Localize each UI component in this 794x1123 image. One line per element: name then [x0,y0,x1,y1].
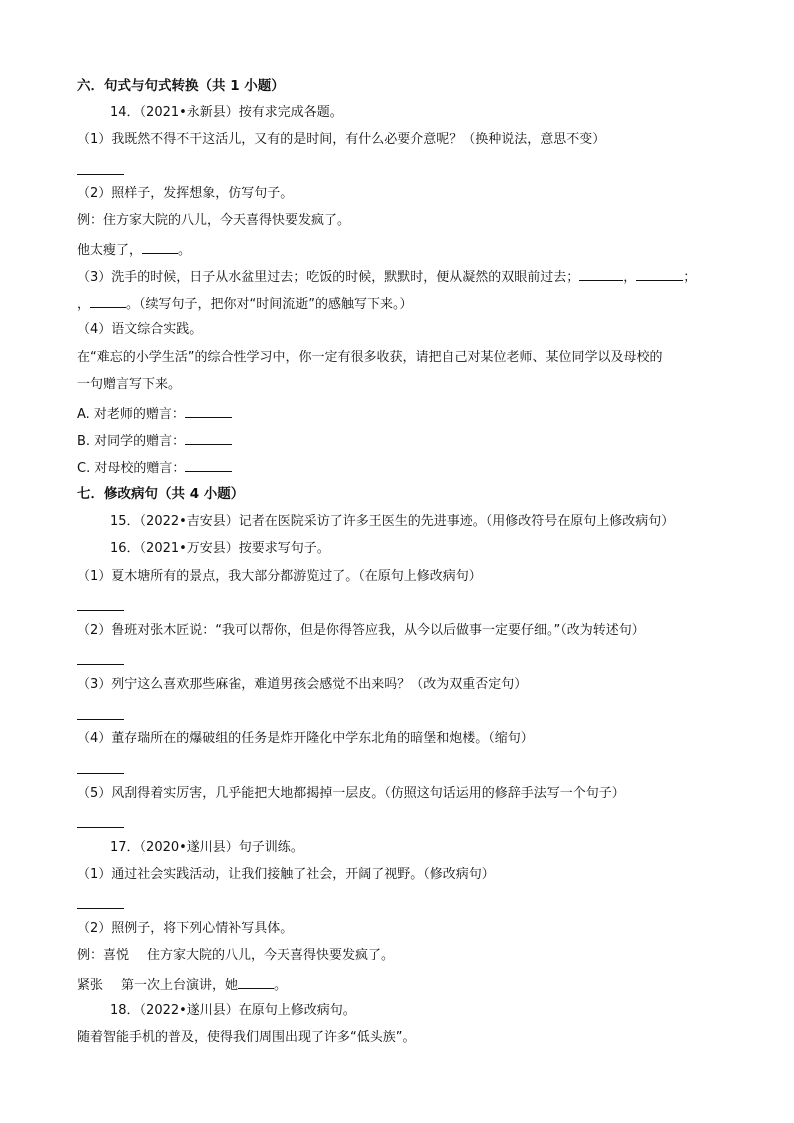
q16-part5: （5）风刮得着实厉害，几乎能把大地都揭掉一层皮。（仿照这句话运用的修辞手法写一个句子） [77,786,625,801]
option-a-label: A. 对老师的赠言： [77,407,185,422]
q15: 15．（2022•吉安县）记者在医院采访了许多王医生的先进事迹。（用修改符号在原句上修改病句） [110,514,675,529]
example-text: 住方家大院的八儿，今天喜得快要发疯了。 [147,948,395,963]
answer-blank [77,664,124,665]
q16-title: 16．（2021•万安县）按要求写句子。 [110,541,330,556]
q17-part1: （1）通过社会实践活动，让我们接触了社会，开阔了视野。（修改病句） [77,867,495,882]
q14-part3-text: （3）洗手的时候，日子从水盆里过去；吃饭的时候，默默时，便从凝然的双眼前过去； [77,270,580,285]
answer-blank [636,268,683,281]
option-b-label: B. 对同学的赠言： [77,434,186,449]
answer-blank [579,268,623,281]
answer-blank [77,719,124,720]
q18-text: 随着智能手机的普及，使得我们周围出现了许多“低头族”。 [77,1030,416,1045]
q14-option-a [77,405,232,423]
answer-blank [77,773,124,774]
q14-part4-intro-1: 在“难忘的小学生活”的综合性学习中，你一定有很多收获，请把自己对某位老师、某位同学以及母校的 [77,350,663,365]
q18-title: 18．（2022•遂川县）在原句上修改病句。 [110,1003,356,1018]
section-6-heading: 六．句式与句式转换（共 1 小题） [77,78,285,94]
q14-part3-comma: ， [623,270,637,285]
answer-blank [77,174,124,175]
question-text: 第一次上台演讲，她 [121,978,239,993]
answer-blank [77,827,124,828]
answer-blank [185,405,232,418]
q14-part2-end: 。 [178,243,192,258]
q14-part2-stem: 他太瘦了， [77,243,143,258]
q14-part4-intro-2: 一句赠言写下来。 [77,377,182,392]
q17-example [77,948,394,964]
example-word: 例：喜悦 [77,948,130,963]
answer-blank [185,432,232,445]
q14-part2-example: 例：住方家大院的八儿，今天喜得快要发疯了。 [77,213,351,228]
q14-title: 14．（2021•永新县）按有求完成各题。 [110,105,343,120]
q14-part3-semicolon: ； [683,270,697,285]
answer-blank [142,241,178,254]
q17-title: 17．（2020•遂川县）句子训练。 [110,840,304,855]
q14-part3-line2 [77,295,413,313]
q14-option-c [77,459,232,477]
question-end: 。 [274,978,288,993]
question-word: 紧张 [77,978,104,993]
q17-part2: （2）照例子，将下列心情补写具体。 [77,921,294,936]
q16-part1: （1）夏木塘所有的景点，我大部分都游览过了。（在原句上修改病句） [77,569,482,584]
q16-part2: （2）鲁班对张木匠说：“我可以帮你，但是你得答应我，从今以后做事一定要仔细。”（改为转述句） [77,623,645,638]
answer-blank [90,295,126,308]
answer-blank [77,908,124,909]
q14-part3-tail: 。（续写句子，把你对“时间流逝”的感触写下来。） [126,297,413,312]
q16-part4: （4）董存瑞所在的爆破组的任务是炸开隆化中学东北角的暗堡和炮楼。（缩句） [77,731,534,746]
q14-option-b [77,432,232,450]
answer-blank [77,610,124,611]
q14-part2-line [77,241,191,259]
option-c-label: C. 对母校的赠言： [77,461,186,476]
q14-part2: （2）照样子，发挥想象，仿写句子。 [77,186,294,201]
section-7-heading: 七．修改病句（共 4 小题） [77,486,245,502]
q16-part3: （3）列宁这么喜欢那些麻雀，难道男孩会感觉不出来吗？（改为双重否定句） [77,677,528,692]
answer-blank [238,976,274,989]
answer-blank [185,459,232,472]
q14-part3-lead: ， [77,297,91,312]
q14-part1: （1）我既然不得不干这活儿，又有的是时间，有什么必要介意呢？（换种说法，意思不变） [77,132,606,147]
q14-part3-line1 [77,268,696,286]
q14-part4: （4）语文综合实践。 [77,322,203,337]
q17-question [77,976,287,994]
